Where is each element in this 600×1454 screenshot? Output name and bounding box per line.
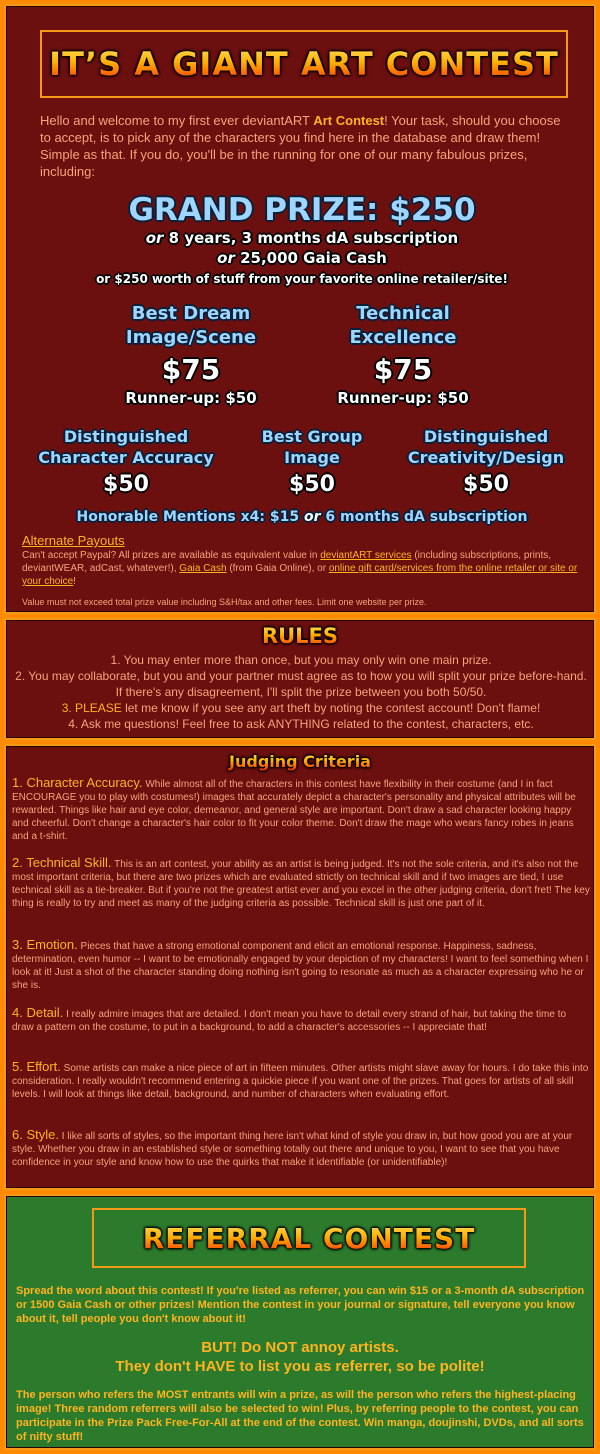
referral-title: REFERRAL CONTEST	[142, 1221, 476, 1255]
criterion-text: I really admire images that are detailed. I don't mean you have to detail every strand of hair, but taking the time to draw a pattern on the costume, to put in a background, to add a character's accessories -- I appreciate that!	[12, 1009, 567, 1033]
criterion	[12, 1006, 590, 1034]
prize-amount: $50	[463, 472, 509, 497]
alt-text-2: (including subscriptions, prints, deviantWEAR, adCast, whatever!),	[22, 550, 552, 574]
criterion-title: 1. Character Accuracy.	[12, 775, 143, 790]
deviantart-services-link[interactable]: deviantART services	[320, 550, 412, 561]
referral-warning	[6, 1338, 594, 1376]
prize-name: Creativity/Design	[407, 448, 565, 467]
criterion-text: I like all sorts of styles, so the important thing here isn't what kind of style you draw in, but how good you are at your style. Whether you draw in an established style or something totally out there and unique to you, I want to see that you have confidence in your style and know how to use the quirks that make it identifiable (or unidentifiable)!	[12, 1131, 573, 1168]
prize-name: Image/Scene	[125, 327, 257, 348]
alt-text-3: (from Gaia Online), or	[226, 563, 329, 574]
criterion-text: This is an art contest, your ability as an artist is being judged. It's not the sole criteria, and it's also not the most important criteria, but there are two prizes which are evaluated strictly on technical skill and if two images are tied, I use technical skill as a tie-breaker. But if you're not the greatest artist ever and you excel in the other judging criteria, don't fret! The key thing is really to try and meet as many of the judging criteria as possible. Technical skill is just one part of it.	[12, 859, 590, 909]
or-text: or	[217, 249, 235, 267]
referral-panel	[4, 1194, 596, 1450]
rule-item	[14, 700, 588, 716]
rules-panel	[4, 618, 596, 740]
grand-prize-line-3: or $250 worth of stuff from your favorite online retailer/site!	[96, 272, 508, 286]
prize-runner-up: Runner-up: $50	[337, 389, 469, 407]
grand-prize-title: GRAND PRIZE: $250	[128, 192, 476, 228]
referral-warning-line: They don't HAVE to list you as referrer, so be polite!	[115, 1358, 485, 1375]
or-text: or	[303, 509, 321, 525]
rule-item: 4. Ask me questions! Feel free to ask ANYTHING related to the contest, characters, etc.	[68, 717, 534, 731]
referral-paragraph: Spread the word about this contest! If you're listed as referrer, you can win $15 or a 3-month dA subscription or 1500 Gaia Cash or other prizes! Mention the contest in your journal or signature, tell everyone you know about it, tell people you don't know about it!	[16, 1285, 585, 1325]
rule-item: 1. You may enter more than once, but you may only win one main prize.	[110, 653, 492, 667]
title-box	[40, 30, 568, 98]
prize-name: Technical	[356, 303, 450, 324]
criterion-text: Some artists can make a nice piece of art in fifteen minutes. Other artists might slave away for hours. I do take this into consideration. I really wouldn't recommend entering a quickie piece if you want one of the prizes. That goes for artists of all skill levels. I will look at things like detail, background, and number of characters when evaluating effort.	[12, 1063, 589, 1100]
prize-name: Distinguished	[423, 427, 549, 446]
main-panel	[4, 4, 596, 614]
rules-title: RULES	[6, 624, 594, 648]
prize-character-accuracy	[12, 426, 240, 499]
intro-text-end: ! Your task, should you choose to accept, is to pick any of the characters you find here in the database and draw them! Simple as that. If you do, you'll be in the running for one of our many fabulous prizes, including:	[40, 113, 561, 179]
criterion-title: 4. Detail.	[12, 1005, 64, 1020]
referral-title-box	[92, 1208, 526, 1268]
alt-text-1: Can't accept Paypal? All prizes are available as equivalent value in	[22, 550, 321, 561]
prize-name: Best Dream	[131, 303, 251, 324]
page-title: IT’S A GIANT ART CONTEST	[49, 45, 559, 83]
grand-prize-line-1	[6, 228, 598, 248]
intro-paragraph	[40, 112, 570, 180]
or-text: or	[145, 229, 164, 247]
prize-best-group	[242, 426, 382, 499]
prize-amount: $75	[373, 353, 433, 386]
intro-text: Hello and welcome to my first ever deviantART	[40, 113, 314, 128]
honorable-text-end: 6 months dA subscription	[320, 509, 528, 525]
prize-name: Character Accuracy	[38, 448, 214, 467]
prize-amount: $50	[289, 472, 335, 497]
prize-name: Image	[284, 448, 340, 467]
criterion-title: 6. Style.	[12, 1127, 59, 1142]
rule-item: 2. You may collaborate, but you and your partner must agree as to how you will split your prize before-hand. If there's any disagreement, I'll split the prize between you both 50/50.	[15, 669, 587, 699]
prize-runner-up: Runner-up: $50	[125, 389, 257, 407]
criterion	[12, 856, 590, 910]
criterion-title: 3. Emotion.	[12, 937, 78, 952]
grand-line-2-text: 25,000 Gaia Cash	[234, 249, 387, 267]
prize-amount: $75	[161, 353, 221, 386]
grand-prize-line-2	[6, 248, 598, 268]
alternate-payouts-note: Value must not exceed total prize value including S&H/tax and other fees. Limit one website per prize.	[22, 597, 427, 607]
rules-list	[14, 652, 588, 732]
alternate-payouts-heading: Alternate Payouts	[22, 533, 125, 548]
prize-amount: $50	[103, 472, 149, 497]
referral-paragraph: The person who refers the MOST entrants will win a prize, as will the person who refers the highest-placing image! Three random referrers will also be selected to win! Plus, by referring people to the contest, you can participate in the Prize Pack Free-For-All at the end of the contest. Win manga, doujinshi, DVDs, and all sorts of nifty stuff!	[16, 1389, 584, 1443]
alternate-payouts-text	[22, 549, 582, 588]
prize-creativity	[386, 426, 586, 499]
criterion	[12, 1128, 590, 1169]
criterion-text: While almost all of the characters in this contest have flexibility in their costume (and I in fact ENCOURAGE you to play with costumes!) images that accurately depict a character's personality and physical attributes will be rewarded. Things like hair and eye color, demeanor, and general style are important. Don't draw a sad character looking happy and cheerful. Don't change a character's hair color to fit your color theme. Don't draw the mage who wears fancy robes in jeans and a t-shirt.	[12, 779, 576, 842]
honorable-mentions	[6, 509, 598, 525]
gaia-cash-link[interactable]: Gaia Cash	[179, 563, 227, 574]
grand-line-1-text: 8 years, 3 months dA subscription	[163, 229, 459, 247]
prize-best-dream	[86, 302, 296, 408]
criterion-text: Pieces that have a strong emotional component and elicit an emotional response. Happiness, sadness, determination, even humor -- I want to be emotionally engaged by your depiction of my characters! I want to feel something when I look at it! Just a shot of the character standing doing nothing isn't going to resonate as much as a character expressing who he or she is.	[12, 941, 589, 991]
alt-text-4: !	[73, 576, 76, 587]
criterion	[12, 938, 590, 992]
criterion	[12, 776, 590, 843]
gift-card-link[interactable]: online gift card/services from the online retailer or site or your choice	[22, 563, 578, 587]
judging-title: Judging Criteria	[6, 752, 594, 771]
rule-emphasis: 3. PLEASE	[61, 701, 126, 715]
intro-highlight: Art Contest	[313, 113, 385, 128]
honorable-text: Honorable Mentions x4: $15	[76, 509, 304, 525]
prize-technical	[298, 302, 508, 408]
criterion-title: 5. Effort.	[12, 1059, 61, 1074]
prize-name: Distinguished	[63, 427, 189, 446]
prize-name: Best Group	[261, 427, 363, 446]
criterion-title: 2. Technical Skill.	[12, 855, 112, 870]
criterion	[12, 1060, 590, 1101]
referral-warning-line: BUT! Do NOT annoy artists.	[201, 1339, 399, 1356]
judging-panel	[4, 744, 596, 1190]
grand-prize	[6, 192, 598, 288]
prize-name: Excellence	[349, 327, 457, 348]
rule-item-text: let me know if you see any art theft by noting the contest account! Don't flame!	[125, 701, 541, 715]
